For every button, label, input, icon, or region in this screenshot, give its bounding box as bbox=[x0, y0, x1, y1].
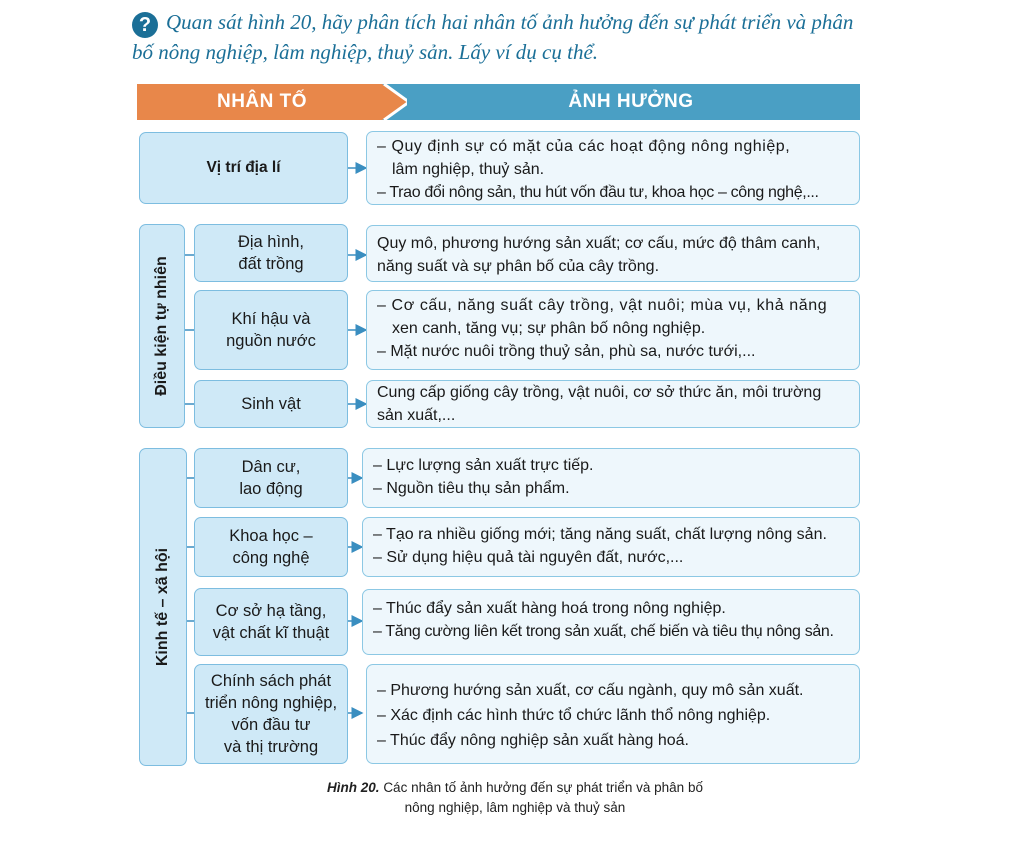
effect-line: – Thúc đẩy nông nghiệp sản xuất hàng hoá. bbox=[377, 732, 689, 749]
factor-science: Khoa học – công nghệ bbox=[194, 517, 348, 577]
effect-line: năng suất và sự phân bố của cây trồng. bbox=[377, 258, 660, 275]
effect-policy bbox=[366, 664, 860, 764]
effect-infrastructure bbox=[362, 589, 860, 655]
group-socio bbox=[139, 448, 187, 766]
effect-line: – Tạo ra nhiều giống mới; tăng năng suất, chất lượng nông sản. bbox=[373, 526, 827, 543]
effect-line: – Xác định các hình thức tổ chức lãnh thổ nông nghiệp. bbox=[377, 707, 771, 724]
factor-terrain: Địa hình, đất trồng bbox=[194, 224, 348, 282]
effect-climate bbox=[366, 290, 860, 370]
question-icon: ? bbox=[132, 12, 158, 38]
effect-line: – Sử dụng hiệu quả tài nguyên đất, nước,... bbox=[373, 549, 684, 566]
effect-line: Cung cấp giống cây trồng, vật nuôi, cơ sở thức ăn, môi trường bbox=[377, 384, 822, 401]
factor-policy: Chính sách phát triển nông nghiệp, vốn đầu tư và thị trường bbox=[194, 664, 348, 764]
effect-location bbox=[366, 131, 860, 205]
effect-line: – Quy định sự có mặt của các hoạt động nông nghiệp, bbox=[377, 138, 791, 155]
header-factor-label: NHÂN TỐ bbox=[216, 91, 308, 112]
factor-infrastructure: Cơ sở hạ tầng, vật chất kĩ thuật bbox=[194, 588, 348, 656]
effect-line: Quy mô, phương hướng sản xuất; cơ cấu, mức độ thâm canh, bbox=[377, 235, 821, 252]
effect-line: – Cơ cấu, năng suất cây trồng, vật nuôi; mùa vụ, khả năng bbox=[377, 297, 828, 314]
factor-population: Dân cư, lao động bbox=[194, 448, 348, 508]
effect-line: – Tăng cường liên kết trong sản xuất, chế biến và tiêu thụ nông sản. bbox=[373, 623, 834, 640]
caption-label: Hình 20. bbox=[327, 780, 380, 795]
effect-population bbox=[362, 448, 860, 508]
factor-climate: Khí hậu và nguồn nước bbox=[194, 290, 348, 370]
effect-line: – Trao đổi nông sản, thu hút vốn đầu tư, khoa học – công nghệ,... bbox=[377, 184, 819, 201]
figure-caption bbox=[250, 778, 780, 818]
effect-terrain bbox=[366, 225, 860, 282]
effect-line: – Phương hướng sản xuất, cơ cấu ngành, quy mô sản xuất. bbox=[377, 682, 804, 699]
effect-line: xen canh, tăng vụ; sự phân bố nông nghiệp. bbox=[392, 320, 706, 337]
effect-line: – Thúc đẩy sản xuất hàng hoá trong nông nghiệp. bbox=[373, 600, 726, 617]
effect-biology bbox=[366, 380, 860, 428]
effect-line: sản xuất,... bbox=[377, 407, 456, 424]
header-influence-label: ẢNH HƯỞNG bbox=[568, 91, 694, 112]
effect-line: – Nguồn tiêu thụ sản phẩm. bbox=[373, 480, 570, 497]
group-socio-label: Kinh tế – xã hội bbox=[154, 547, 171, 667]
effect-line: – Lực lượng sản xuất trực tiếp. bbox=[373, 457, 594, 474]
effect-line: lâm nghiệp, thuỷ sản. bbox=[392, 161, 545, 178]
header-influence bbox=[382, 84, 860, 120]
factor-location: Vị trí địa lí bbox=[139, 132, 348, 204]
question-text: Quan sát hình 20, hãy phân tích hai nhân tố ảnh hưởng đến sự phát triển và phân bố nông nghiệp, lâm nghiệp, thuỷ sản. Lấy ví dụ cụ thể. bbox=[132, 10, 854, 64]
group-natural-label: Điều kiện tự nhiên bbox=[153, 256, 171, 396]
caption-line-2: nông nghiệp, lâm nghiệp và thuỷ sản bbox=[404, 800, 626, 815]
effect-line: – Mặt nước nuôi trồng thuỷ sản, phù sa, nước tưới,... bbox=[377, 343, 756, 360]
caption-line-1: Các nhân tố ảnh hưởng đến sự phát triển và phân bố bbox=[383, 780, 703, 795]
header-factor bbox=[137, 84, 407, 120]
factor-biology: Sinh vật bbox=[194, 380, 348, 428]
group-natural bbox=[139, 224, 185, 428]
effect-science bbox=[362, 517, 860, 577]
